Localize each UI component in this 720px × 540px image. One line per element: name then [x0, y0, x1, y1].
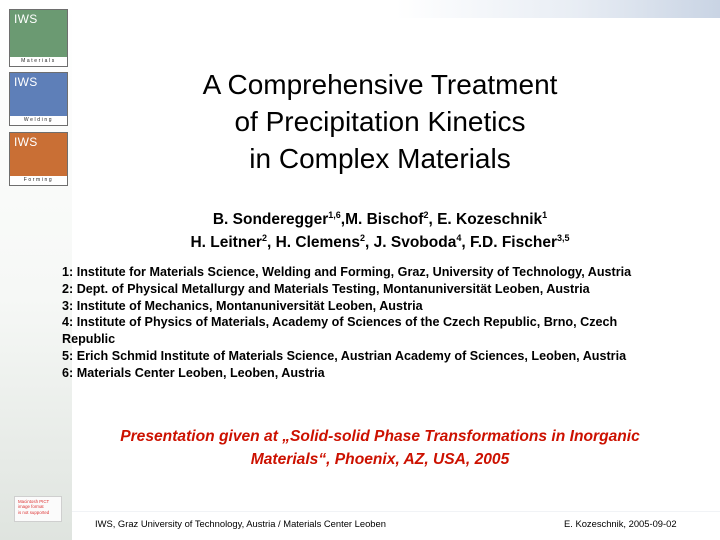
affiliation-item: 5: Erich Schmid Institute of Materials Science, Austrian Academy of Sciences, Leoben, Austria [62, 348, 627, 363]
affiliation-item: 4: Institute of Physics of Materials, Academy of Sciences of the Czech Republic, Brno, Czech [62, 315, 618, 330]
presentation-line: Materials“, Phoenix, AZ, USA, 2005 [250, 451, 510, 468]
author-name: H. Leitner [190, 234, 262, 251]
footer-author-date: E. Kozeschnik, 2005-09-02 [564, 518, 677, 529]
author-name: B. Sonderegger [212, 211, 329, 228]
author-name: , E. Kozeschnik [428, 211, 543, 228]
placeholder-text: image format [18, 504, 44, 510]
author-affiliation-index: 1,6 [328, 209, 341, 220]
affiliation-item: 2: Dept. of Physical Metallurgy and Materials Testing, Montanuniversität Leoben, Austria [62, 281, 590, 296]
author-affiliation-index: 3,5 [556, 232, 570, 243]
author-name: , J. Svoboda [365, 234, 457, 251]
iws-materials-logo [9, 9, 68, 67]
author-affiliation-index: 1 [542, 209, 548, 220]
slide-title [120, 66, 640, 177]
author-affiliation-index: 2 [261, 232, 267, 243]
affiliation-list [62, 264, 702, 382]
author-name: , F.D. Fischer [461, 234, 557, 251]
author-affiliation-index: 2 [360, 232, 366, 243]
unsupported-image-placeholder [14, 496, 62, 522]
iws-forming-logo [9, 132, 68, 186]
affiliation-item: Republic [62, 332, 116, 347]
top-gradient-band [0, 0, 720, 18]
logo-caption: Forming [10, 176, 67, 185]
presentation-note [60, 425, 700, 471]
placeholder-text: is not supported [18, 509, 50, 515]
affiliation-item: 3: Institute of Mechanics, Montanuniversität Leoben, Austria [62, 298, 423, 313]
footer-institution: IWS, Graz University of Technology, Austria / Materials Center Leoben [95, 518, 386, 529]
logo-label: IWS [14, 12, 38, 26]
title-line: A Comprehensive Treatment [202, 69, 558, 100]
iws-welding-logo [9, 72, 68, 126]
author-affiliation-index: 2 [423, 209, 429, 220]
affiliation-item: 6: Materials Center Leoben, Leoben, Austria [62, 365, 325, 380]
logo-caption: Welding [10, 116, 67, 125]
logo-label: IWS [14, 75, 38, 89]
author-list [100, 208, 660, 254]
placeholder-text: Macintosh PICT [18, 499, 50, 504]
title-line: of Precipitation Kinetics [234, 106, 526, 137]
title-line: in Complex Materials [249, 143, 511, 174]
footer-divider [72, 511, 720, 512]
author-row [100, 231, 660, 254]
author-row [100, 208, 660, 231]
author-name: , H. Clemens [266, 234, 361, 251]
affiliation-item: 1: Institute for Materials Science, Welding and Forming, Graz, University of Technology, Austria [62, 265, 632, 279]
author-name: ,M. Bischof [340, 211, 424, 228]
author-affiliation-index: 4 [456, 232, 462, 243]
logo-caption: Materials [10, 57, 67, 66]
presentation-line: Presentation given at „Solid-solid Phase Transformations in Inorganic [120, 428, 640, 445]
logo-label: IWS [14, 135, 38, 149]
